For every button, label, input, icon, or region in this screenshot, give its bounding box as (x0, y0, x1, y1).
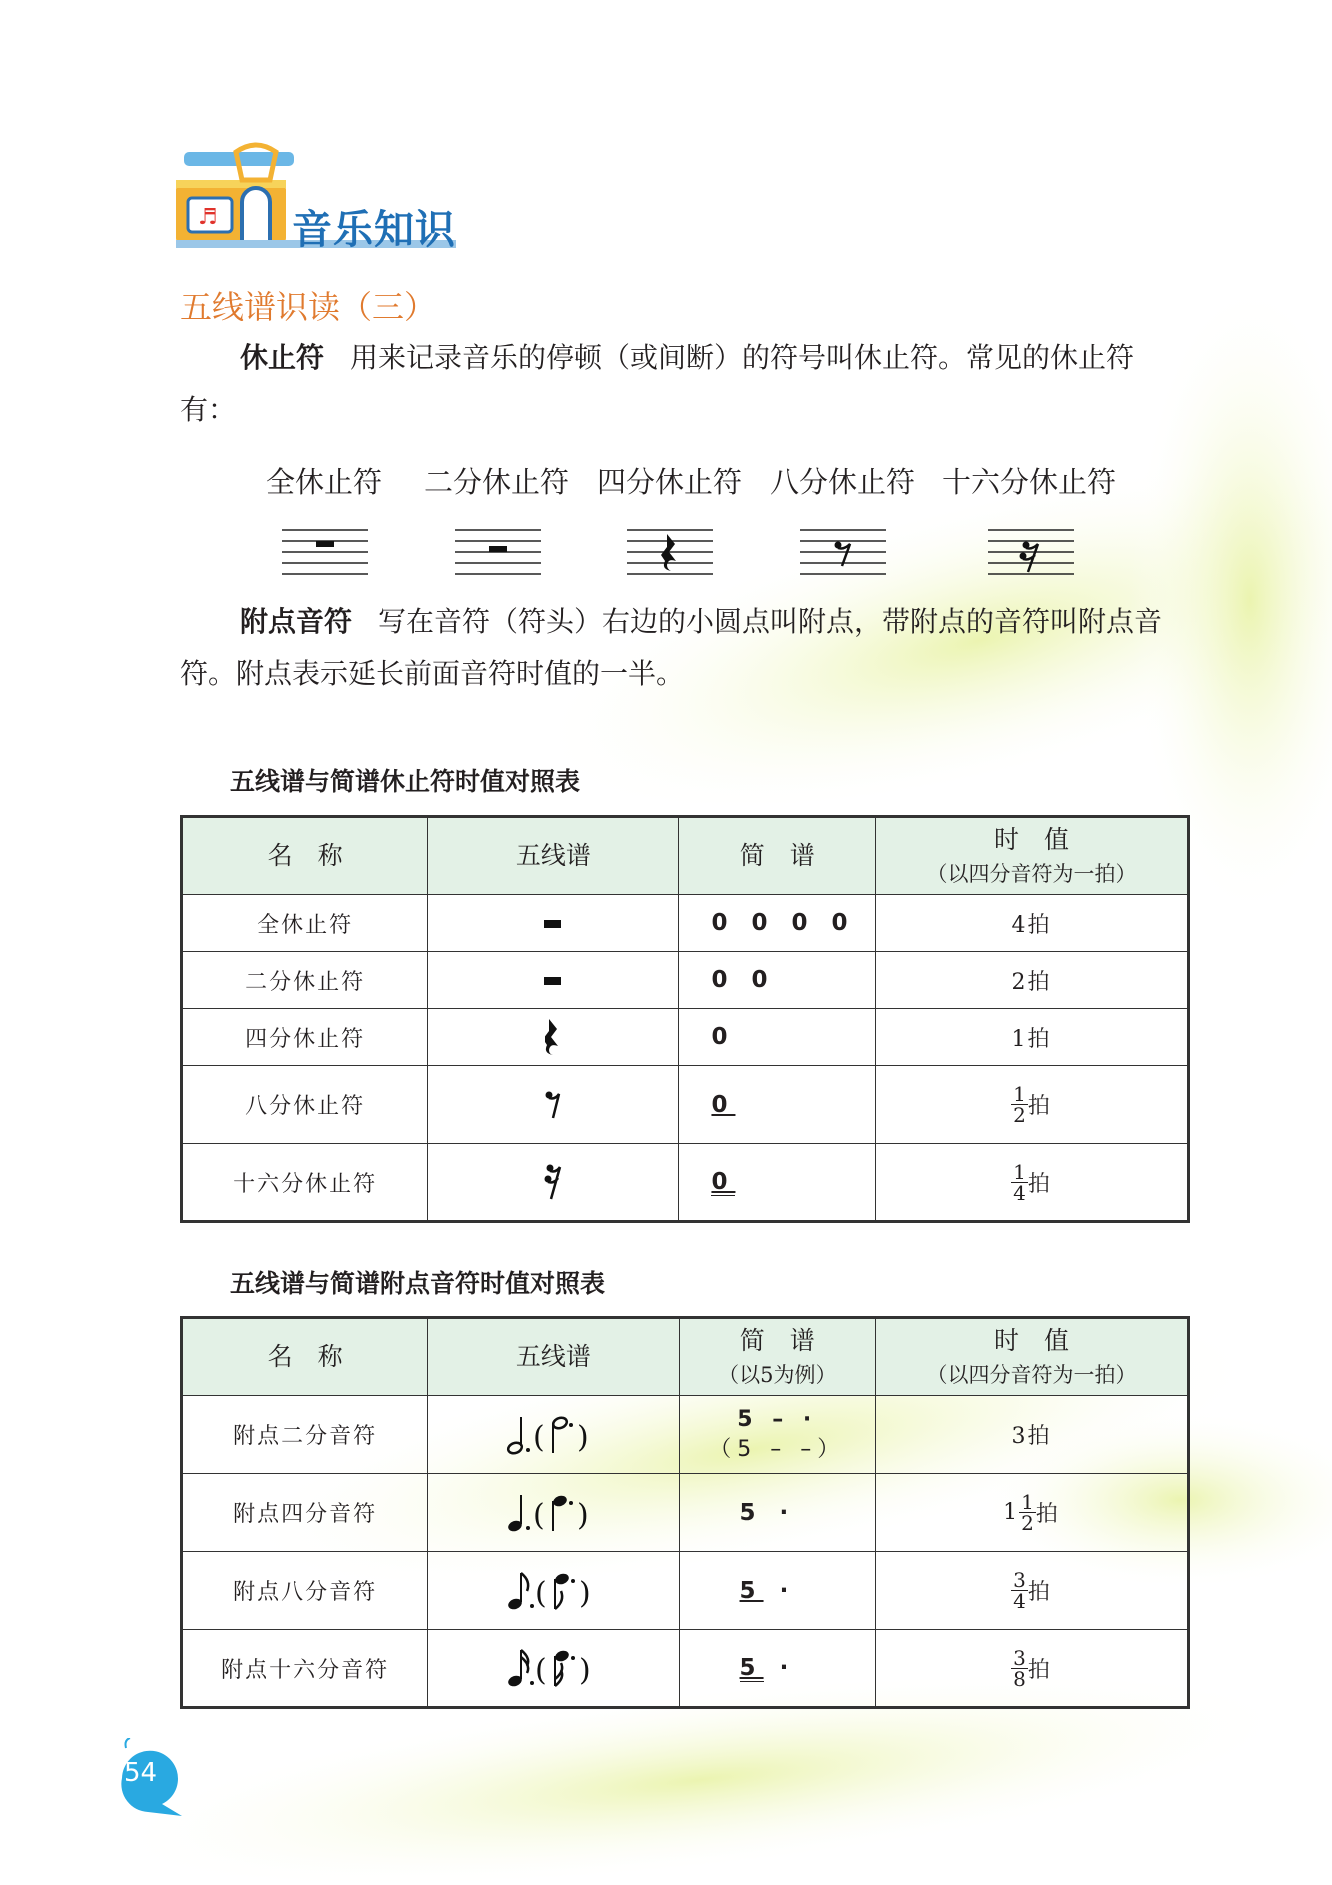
jianpu-alt: （5 – –） (709, 1436, 846, 1462)
table-row (182, 1144, 1189, 1222)
beats: 3 (1011, 1424, 1028, 1449)
jianpu-dot: · (779, 1655, 797, 1681)
dotted-table-title: 五线谱与简谱附点音符时值对照表 (230, 1269, 606, 1298)
staff-whole-rest (282, 528, 368, 576)
row-name: 附点八分音符 (182, 1552, 428, 1630)
rests-intro-paragraph (180, 332, 1190, 436)
header-jianpu (679, 1318, 876, 1396)
row-value (876, 1474, 1189, 1552)
header-value-sub: （以四分音符为一拍） (926, 1363, 1137, 1387)
table-row (182, 1474, 1189, 1552)
header-staff: 五线谱 (428, 1318, 679, 1396)
row-value (875, 1144, 1188, 1222)
row-jianpu (679, 1630, 876, 1708)
dotted-term: 附点音符 (240, 605, 353, 638)
rest-label-sixteenth: 十六分休止符 (942, 465, 1117, 499)
beat-unit: 拍 (1027, 1657, 1052, 1683)
header-name: 名 称 (182, 1318, 428, 1396)
fraction (1011, 1159, 1028, 1205)
table-row (182, 1552, 1189, 1630)
svg-text:): ) (579, 1653, 594, 1688)
row-value (875, 1066, 1188, 1144)
staff-eighth-rest (800, 528, 886, 576)
row-name: 附点二分音符 (182, 1396, 428, 1474)
fraction-numerator: 1 (1013, 1082, 1026, 1106)
rest-value-table (180, 815, 1190, 1223)
header-value (876, 1318, 1189, 1396)
row-value (875, 1009, 1188, 1066)
beats: 2 (1011, 969, 1028, 995)
fraction (1011, 1645, 1028, 1691)
rests-intro-text: 用来记录音乐的停顿（或间断）的符号叫休止符。常见的休止符有： (180, 341, 1135, 426)
header-name: 名 称 (182, 817, 428, 895)
beats: 4 (1011, 912, 1028, 938)
jianpu-digit: 5 (739, 1655, 764, 1681)
row-value (876, 1630, 1189, 1708)
jianpu-dot: · (779, 1577, 797, 1604)
fraction (1011, 1084, 1028, 1125)
sixteenth-rest-symbol (428, 1144, 679, 1222)
eighth-rest-symbol (428, 1066, 679, 1144)
staff-sixteenth-rest (988, 528, 1074, 576)
table-row (182, 1066, 1189, 1144)
jianpu-digit: 5 (739, 1577, 764, 1604)
beat-unit: 拍 (1027, 1580, 1052, 1605)
row-value (876, 1396, 1189, 1474)
svg-text:(: ( (533, 1497, 548, 1533)
table-row (182, 1009, 1189, 1066)
table-row (182, 895, 1189, 952)
row-name: 八分休止符 (182, 1066, 428, 1144)
svg-text:♬: ♬ (198, 205, 218, 230)
quarter-rest-symbol (428, 1009, 679, 1066)
row-name: 十六分休止符 (182, 1144, 428, 1222)
rest-label-whole: 全休止符 (266, 465, 383, 499)
whole-rest-symbol (428, 895, 679, 952)
row-value (875, 895, 1188, 952)
dotted-eighth-note-symbol (428, 1552, 679, 1630)
fraction-numerator: 1 (1013, 1159, 1026, 1184)
rest-label-quarter: 四分休止符 (597, 465, 743, 499)
table-row (182, 1396, 1189, 1474)
row-jianpu (679, 1144, 875, 1222)
svg-text:(: ( (535, 1653, 550, 1688)
row-value (875, 952, 1188, 1009)
row-name: 全休止符 (182, 895, 428, 952)
jianpu-main: 5 – · (737, 1406, 818, 1432)
logo-title: 音乐知识 (292, 207, 456, 253)
rests-term: 休止符 (240, 341, 325, 374)
svg-text:(: ( (535, 1575, 550, 1611)
beat-unit: 拍 (1027, 969, 1052, 995)
row-jianpu: 0 0 0 0 (679, 895, 875, 952)
fraction-numerator: 3 (1013, 1645, 1026, 1670)
beats: 1 (1011, 1026, 1028, 1052)
svg-text:(: ( (533, 1419, 548, 1455)
table-header-row (182, 1318, 1189, 1396)
fraction (1011, 1570, 1028, 1611)
fraction-denominator: 8 (1013, 1666, 1026, 1691)
header-staff: 五线谱 (428, 817, 679, 895)
fraction-numerator: 1 (1021, 1490, 1034, 1514)
beat-unit: 拍 (1027, 1424, 1052, 1449)
rest-label-half: 二分休止符 (424, 465, 570, 499)
fraction-numerator: 3 (1013, 1568, 1026, 1592)
dotted-notes-paragraph (180, 596, 1190, 700)
row-jianpu: 0 (679, 1009, 875, 1066)
dotted-value-table (180, 1316, 1190, 1709)
rest-table-title: 五线谱与简谱休止符时值对照表 (230, 767, 581, 796)
staff-half-rest (455, 528, 541, 576)
whole-part: 1 (1003, 1500, 1020, 1525)
dotted-sixteenth-note-symbol (428, 1630, 679, 1708)
header-jianpu-label: 简 谱 (739, 1326, 815, 1355)
header-jianpu-sub: （以5为例） (718, 1363, 837, 1387)
fraction-denominator: 4 (1013, 1589, 1026, 1613)
rest-type-labels (0, 460, 1332, 500)
table-row (182, 1630, 1189, 1708)
svg-text:): ) (577, 1419, 592, 1455)
staff-quarter-rest (627, 528, 713, 576)
beat-unit: 拍 (1027, 912, 1052, 938)
fraction-denominator: 2 (1021, 1511, 1034, 1535)
dotted-quarter-note-symbol (428, 1474, 679, 1552)
beat-unit: 拍 (1035, 1502, 1060, 1527)
jianpu-digit: 0 (711, 1169, 736, 1195)
fraction-denominator: 4 (1013, 1180, 1026, 1205)
table-header-row (182, 817, 1189, 895)
fraction (1019, 1492, 1036, 1533)
header-value (875, 817, 1188, 895)
svg-text:): ) (577, 1497, 592, 1533)
row-jianpu (679, 1396, 876, 1474)
row-jianpu (679, 1552, 876, 1630)
row-name: 附点十六分音符 (182, 1630, 428, 1708)
dotted-half-note-symbol (428, 1396, 679, 1474)
row-value (876, 1552, 1189, 1630)
row-name: 四分休止符 (182, 1009, 428, 1066)
section-title: 五线谱识读（三） (180, 288, 437, 326)
row-jianpu (679, 1066, 875, 1144)
row-name: 附点四分音符 (182, 1474, 428, 1552)
fraction-denominator: 2 (1013, 1103, 1026, 1127)
half-rest-symbol (428, 952, 679, 1009)
table-row (182, 952, 1189, 1009)
jianpu-digit: 0 (711, 1091, 736, 1118)
dotted-intro-text: 写在音符（符头）右边的小圆点叫附点，带附点的音符叫附点音符。附点表示延长前面音符时值的一半。 (180, 605, 1163, 690)
header-value-label: 时 值 (994, 1326, 1070, 1355)
header-jianpu: 简 谱 (679, 817, 875, 895)
row-jianpu: 0 0 (679, 952, 875, 1009)
beat-unit: 拍 (1027, 1094, 1052, 1119)
row-name: 二分休止符 (182, 952, 428, 1009)
header-value-label: 时 值 (993, 825, 1069, 854)
row-jianpu: 5 · (679, 1474, 876, 1552)
beat-unit: 拍 (1027, 1171, 1052, 1197)
svg-text:): ) (579, 1575, 594, 1611)
beat-unit: 拍 (1027, 1026, 1052, 1052)
page-number: 54 (124, 1758, 158, 1788)
header-value-sub: （以四分音符为一拍） (926, 862, 1137, 886)
rest-label-eighth: 八分休止符 (770, 465, 916, 499)
